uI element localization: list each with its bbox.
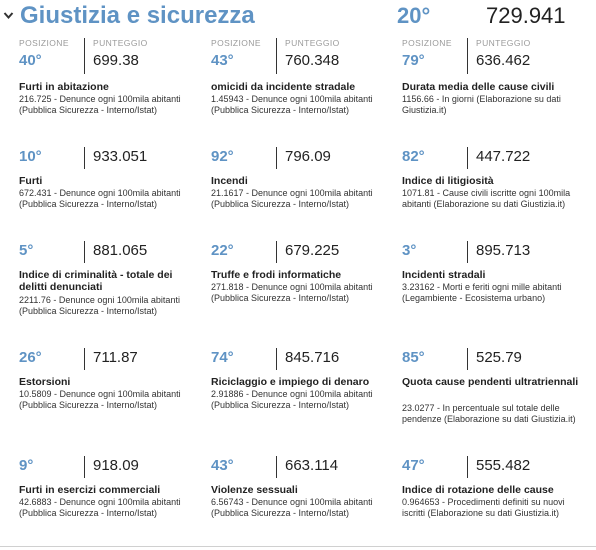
indicator-card	[211, 241, 391, 335]
column-divider	[84, 38, 85, 74]
indicator-score: 699.38	[93, 52, 139, 69]
indicator-score: 933.051	[93, 148, 148, 165]
indicator-score: 711.87	[93, 349, 138, 366]
indicator-card	[402, 147, 582, 227]
indicator-rank: 79°	[402, 52, 425, 69]
indicator-name: Estorsioni	[19, 376, 71, 388]
indicator-description: 42.6883 - Denunce ogni 100mila abitanti (Pubblica Sicurezza - Interno/Istat)	[19, 497, 181, 519]
indicator-description: 0.964653 - Procedimenti definiti su nuovi iscritti (Elaborazione su dati Giustizia.it)	[402, 497, 565, 519]
indicator-description: 2.91886 - Denunce ogni 100mila abitanti (Pubblica Sicurezza - Interno/Istat)	[211, 389, 373, 411]
indicator-card	[211, 456, 391, 542]
indicator-description: 1071.81 - Cause civili iscritte ogni 100mila abitanti (Elaborazione su dati Giustizia.it)	[402, 188, 571, 210]
indicator-name: omicidi da incidente stradale	[211, 81, 356, 93]
section-header[interactable]	[0, 0, 596, 32]
indicator-rank: 43°	[211, 457, 234, 474]
indicator-rank: 82°	[402, 148, 425, 165]
indicator-name: Riciclaggio e impiego di denaro	[211, 376, 370, 388]
indicator-rank: 5°	[19, 242, 34, 259]
indicator-rank: 47°	[402, 457, 425, 474]
indicator-description: 23.0277 - In percentuale sul totale delle pendenze (Elaborazione su dati Giustizia.it)	[402, 403, 576, 425]
indicator-card	[402, 241, 582, 335]
indicator-score: 555.482	[476, 457, 531, 474]
position-label: POSIZIONE	[211, 38, 261, 48]
column-divider	[467, 38, 468, 74]
overall-score: 729.941	[486, 3, 566, 28]
column-divider	[467, 241, 468, 263]
indicator-description: 216.725 - Denunce ogni 100mila abitanti (Pubblica Sicurezza - Interno/Istat)	[19, 94, 181, 116]
indicator-name: Durata media delle cause civili	[402, 81, 555, 93]
indicator-description: 21.1617 - Denunce ogni 100mila abitanti (Pubblica Sicurezza - Interno/Istat)	[211, 188, 373, 210]
indicator-name: Quota cause pendenti ultratriennali	[402, 376, 579, 388]
column-divider	[276, 241, 277, 263]
indicator-name: Furti in abitazione	[19, 81, 109, 93]
column-divider	[276, 348, 277, 370]
indicator-score: 881.065	[93, 242, 148, 259]
overall-rank: 20°	[397, 3, 431, 28]
indicator-name: Violenze sessuali	[211, 484, 298, 496]
indicator-name: Furti in esercizi commerciali	[19, 484, 161, 496]
indicator-score: 918.09	[93, 457, 139, 474]
section-title: Giustizia e sicurezza	[20, 2, 255, 29]
indicator-card	[211, 348, 391, 442]
indicator-description: 271.818 - Denunce ogni 100mila abitanti (Pubblica Sicurezza - Interno/Istat)	[211, 282, 373, 304]
indicator-rank: 3°	[402, 242, 417, 259]
indicator-card	[211, 147, 391, 227]
chevron-down-icon[interactable]	[3, 10, 14, 21]
column-divider	[84, 456, 85, 478]
column-divider	[467, 147, 468, 169]
indicator-card	[211, 38, 391, 132]
score-label: PUNTEGGIO	[93, 38, 148, 48]
indicator-card	[19, 348, 199, 442]
indicator-score: 760.348	[285, 52, 340, 69]
indicator-description: 6.56743 - Denunce ogni 100mila abitanti (Pubblica Sicurezza - Interno/Istat)	[211, 497, 373, 519]
indicator-score: 447.722	[476, 148, 531, 165]
indicator-card	[402, 348, 582, 442]
indicator-score: 636.462	[476, 52, 531, 69]
indicator-description: 10.5809 - Denunce ogni 100mila abitanti (Pubblica Sicurezza - Interno/Istat)	[19, 389, 181, 411]
column-divider	[467, 348, 468, 370]
position-label: POSIZIONE	[19, 38, 69, 48]
column-divider	[276, 147, 277, 169]
indicator-rank: 43°	[211, 52, 234, 69]
column-divider	[84, 147, 85, 169]
indicator-description: 672.431 - Denunce ogni 100mila abitanti (Pubblica Sicurezza - Interno/Istat)	[19, 188, 181, 210]
indicator-description: 2211.76 - Denunce ogni 100mila abitanti (Pubblica Sicurezza - Interno/Istat)	[19, 295, 180, 317]
indicator-name: Indice di litigiosità	[402, 175, 494, 187]
bottom-divider	[0, 546, 596, 547]
indicator-name: Incidenti stradali	[402, 269, 486, 281]
indicator-name: Indice di criminalità - totale dei delitti denunciati	[19, 269, 173, 293]
indicator-score: 895.713	[476, 242, 531, 259]
indicator-card	[402, 38, 582, 132]
indicator-card	[402, 456, 582, 542]
score-label: PUNTEGGIO	[285, 38, 340, 48]
indicator-card	[19, 456, 199, 542]
column-divider	[84, 241, 85, 263]
indicator-name: Furti	[19, 175, 43, 187]
column-divider	[84, 348, 85, 370]
indicator-description: 1156.66 - In giorni (Elaborazione su dati Giustizia.it)	[402, 94, 561, 116]
indicator-name: Indice di rotazione delle cause	[402, 484, 554, 496]
indicator-rank: 85°	[402, 349, 425, 366]
indicator-rank: 40°	[19, 52, 42, 69]
indicator-score: 663.114	[285, 457, 339, 474]
column-divider	[276, 38, 277, 74]
indicator-card	[19, 38, 199, 132]
indicator-name: Truffe e frodi informatiche	[211, 269, 342, 281]
indicator-description: 1.45943 - Denunce ogni 100mila abitanti (Pubblica Sicurezza - Interno/Istat)	[211, 94, 373, 116]
indicator-name: Incendi	[211, 175, 248, 187]
column-divider	[276, 456, 277, 478]
indicator-score: 679.225	[285, 242, 340, 259]
indicator-score: 525.79	[476, 349, 522, 366]
column-divider	[467, 456, 468, 478]
indicator-score: 796.09	[285, 148, 331, 165]
position-label: POSIZIONE	[402, 38, 452, 48]
indicator-card	[19, 241, 199, 335]
score-label: PUNTEGGIO	[476, 38, 531, 48]
indicator-description: 3.23162 - Morti e feriti ogni mille abitanti (Legambiente - Ecosistema urbano)	[402, 282, 562, 304]
indicator-rank: 26°	[19, 349, 42, 366]
indicator-rank: 74°	[211, 349, 234, 366]
indicator-rank: 92°	[211, 148, 234, 165]
indicator-score: 845.716	[285, 349, 340, 366]
indicator-rank: 9°	[19, 457, 34, 474]
indicator-rank: 22°	[211, 242, 234, 259]
indicator-card	[19, 147, 199, 227]
indicator-rank: 10°	[19, 148, 42, 165]
